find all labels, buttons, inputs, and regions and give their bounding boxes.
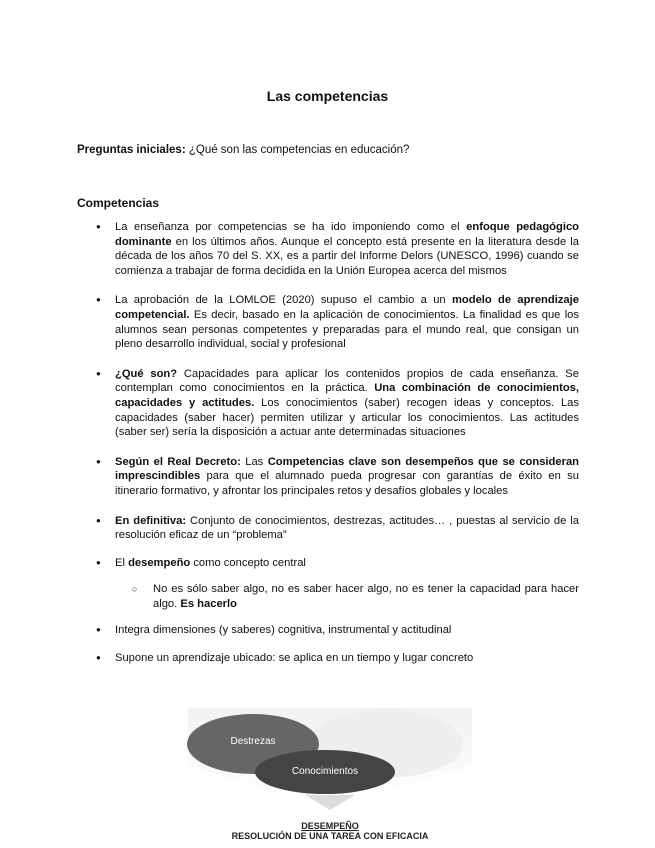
list-item: ● La enseñanza por competencias se ha ido imponiendo como el enfoque pedagógico dominante en los últimos años. Aunque el concepto está presente en la literatura desde la década de los años 70 del S. XX, es a partir del Informe Delors (UNESCO, 1996) cuando se comienza a trabajar de forma decidida en la Unión Europea acerca del mismos bbox=[77, 220, 579, 278]
list-item: ● La aprobación de la LOMLOE (2020) supuso el cambio a un modelo de aprendizaje competencial. Es decir, basado en la aplicación de conocimientos. La finalidad es que los alumnos sean personas competentes y preparadas para el mundo real, que consigan un pleno desarrollo individual, social y profesional bbox=[77, 293, 579, 351]
list-item: ● ¿Qué son? Capacidades para aplicar los contenidos propios de cada enseñanza. Se contemplan como conocimientos en la práctica. Una combinación de conocimientos, capacidades y actitudes. Los conocimientos (saber) recogen ideas y conceptos. Las capacidades (saber hacer) permiten utilizar y articular los conocimientos. Las actitudes (saber ser) sería la disposición a actuar ante determinadas situaciones bbox=[77, 367, 579, 440]
competencias-list bbox=[77, 220, 579, 680]
list-item: ● El desempeño como concepto central ○ No es sólo saber algo, no es saber hacer algo, no es tener la capacidad para hacer algo. Es hacerlo bbox=[77, 556, 579, 612]
funnel-arrow bbox=[305, 795, 355, 810]
list-item: ● Integra dimensiones (y saberes) cognitiva, instrumental y actitudinal bbox=[77, 623, 579, 638]
conocimientos-label: Conocimientos bbox=[291, 766, 359, 777]
intro-text: ¿Qué son las competencias en educación? bbox=[185, 144, 410, 156]
list-item: ● Supone un aprendizaje ubicado: se aplica en un tiempo y lugar concreto bbox=[77, 651, 579, 666]
sub-list-item: ○ No es sólo saber algo, no es saber hacer algo, no es tener la capacidad para hacer algo. Es hacerlo bbox=[115, 582, 579, 611]
page-title: Las competencias bbox=[266, 88, 389, 104]
intro-question bbox=[77, 144, 577, 156]
list-item: ● Según el Real Decreto: Las Competencias clave son desempeños que se consideran imprescindibles para que el alumnado pueda progresar con garantías de éxito en su itinerario formativo, y afrontar los principales retos y desafíos globales y locales bbox=[77, 455, 579, 499]
diagram-caption-subtitle: RESOLUCIÓN DE UNA TAREA CON EFICACIA bbox=[231, 831, 429, 841]
section-heading: Competencias bbox=[77, 196, 160, 210]
competencias-diagram bbox=[180, 706, 480, 848]
destrezas-label: Destrezas bbox=[230, 736, 276, 747]
intro-label: Preguntas iniciales: bbox=[77, 144, 186, 156]
diagram-caption-title: DESEMPEÑO bbox=[301, 821, 359, 831]
list-item: ● En definitiva: Conjunto de conocimientos, destrezas, actitudes… , puestas al servicio de la resolución eficaz de un “problema” bbox=[77, 514, 579, 543]
sub-list bbox=[115, 582, 579, 611]
